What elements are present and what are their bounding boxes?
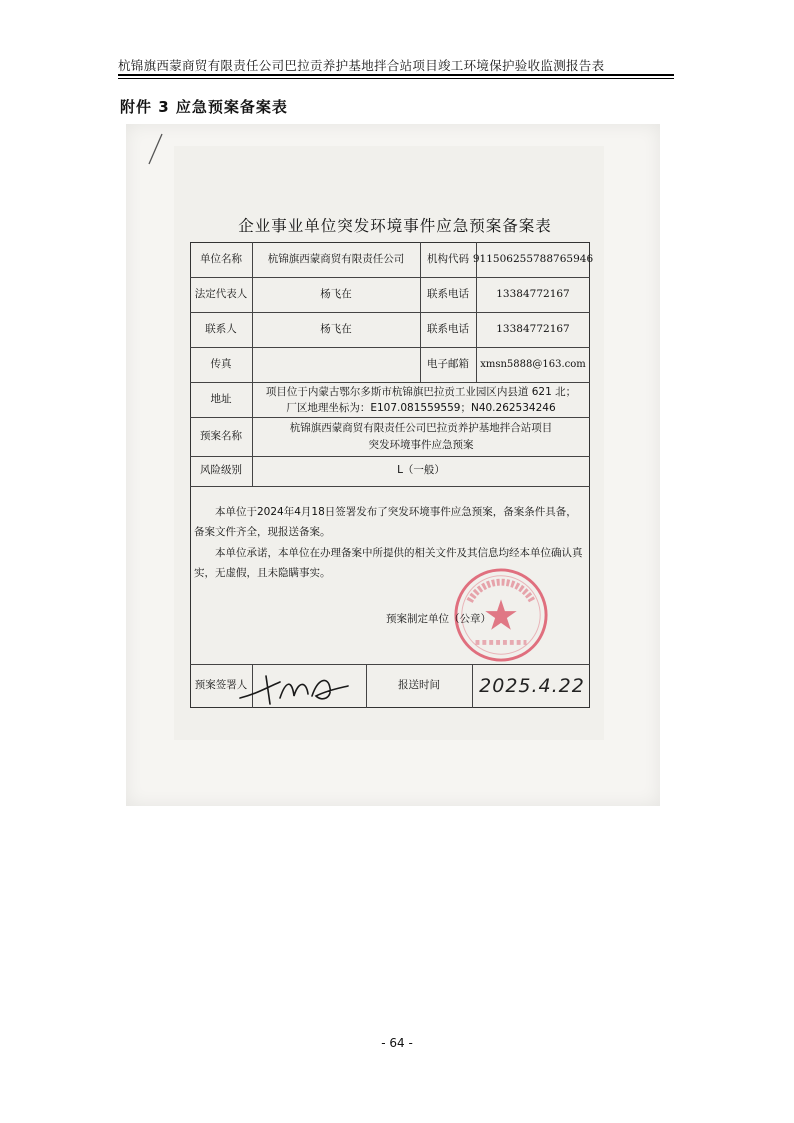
plan-name-value — [252, 417, 590, 456]
fax-label: 传真 — [210, 357, 232, 370]
phone-label: 联系电话 — [427, 322, 469, 335]
plan-name-line-1: 杭锦旗西蒙商贸有限责任公司巴拉贡养护基地拌合站项目 — [289, 421, 553, 434]
phone-label: 联系电话 — [427, 287, 469, 300]
contact-label: 联系人 — [205, 322, 237, 335]
phone-value: 13384772167 — [496, 287, 570, 300]
commitment-statement: 本单位承诺，本单位在办理备案中所提供的相关文件及其信息均经本单位确认真实，无虚假，且未隐瞒事实。 — [194, 547, 583, 579]
unit-name-label: 单位名称 — [200, 252, 242, 265]
form-title: 企业事业单位突发环境事件应急预案备案表 — [238, 217, 552, 235]
risk-level-value: L（一般） — [397, 464, 445, 477]
signer-label: 预案签署人 — [194, 679, 248, 692]
address-line-1: 项目位于内蒙古鄂尔多斯市杭锦旗巴拉贡工业园区内县道 621 北； — [265, 385, 577, 398]
unit-name-value: 杭锦旗西蒙商贸有限责任公司 — [267, 252, 405, 265]
pen-stroke-mark — [146, 132, 164, 168]
legal-rep-label: 法定代表人 — [194, 287, 248, 300]
address-value — [252, 382, 590, 417]
header-rule-thin — [118, 78, 674, 79]
email-value: xmsn5888@163.com — [480, 359, 586, 370]
email-label: 电子邮箱 — [427, 357, 469, 370]
address-line-2: 厂区地理坐标为：E107.081559559；N40.262534246 — [286, 401, 556, 414]
risk-level-label: 风险级别 — [200, 464, 242, 477]
contact-value: 杨飞在 — [320, 322, 352, 335]
phone-value: 13384772167 — [496, 322, 570, 335]
plan-name-line-2: 突发环境事件应急预案 — [368, 438, 474, 451]
org-code-value: 911506255788765946 — [472, 252, 594, 265]
running-header: 杭锦旗西蒙商贸有限责任公司巴拉贡养护基地拌合站项目竣工环境保护验收监测报告表 — [118, 58, 605, 73]
fax-value — [252, 347, 420, 382]
plan-name-label: 预案名称 — [200, 429, 242, 442]
org-code-label: 机构代码 — [427, 252, 469, 265]
legal-rep-value: 杨飞在 — [320, 287, 352, 300]
table-rule — [190, 486, 590, 487]
filing-statement: 本单位于2024年4月18日签署发布了突发环境事件应急预案，备案条件具备，备案文件齐全，现报送备案。 — [194, 506, 577, 538]
attachment-title: 附件 3 应急预案备案表 — [120, 98, 288, 116]
submit-time-label: 报送时间 — [398, 679, 440, 692]
handwritten-signature — [236, 668, 356, 708]
page-number: - 64 - — [381, 1036, 413, 1050]
submitting-unit-seal-label: 预案制定单位（公章） — [386, 613, 491, 626]
address-label: 地址 — [210, 392, 232, 405]
table-rule-vertical — [472, 664, 473, 708]
submit-time-handwritten: 2025.4.22 — [479, 674, 585, 697]
header-rule-thick — [118, 74, 674, 76]
